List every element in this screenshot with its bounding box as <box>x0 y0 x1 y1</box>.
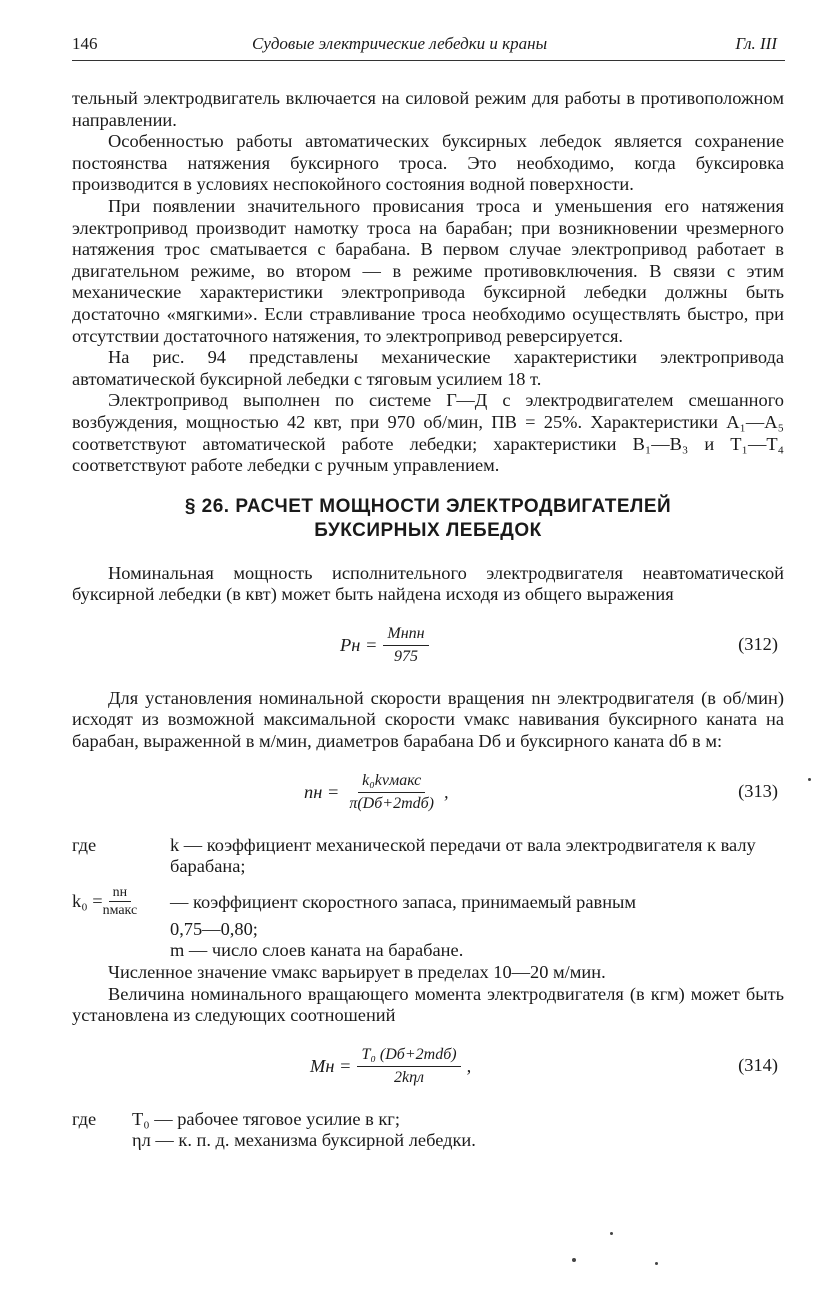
where-label-2: где <box>72 1108 97 1129</box>
section-heading-line-1: § 26. РАСЧЕТ МОЩНОСТИ ЭЛЕКТРОДВИГАТЕЛЕЙ <box>184 495 672 517</box>
formula-313-tail: , <box>444 781 449 802</box>
paragraph-3: При появлении значительного провисания троса и уменьшения его натяжения электропривод производит намотку троса на барабан; при возникновении чрезмерного натяжения трос сматывается с барабана. В первом случае электропривод работает в двигательном режиме, во втором — в режиме противовключения. В связи с этим механические характеристики электропривода буксирной лебедки должны быть достаточно «мягкими». Если стравливание троса необходимо осуществлять быстро, при отсутствии достаточного натяжения, то электропривод реверсируется. <box>72 195 784 346</box>
chapter-label: Гл. III <box>735 34 777 53</box>
definition-k0-lhs-wrap <box>72 884 170 919</box>
running-head <box>72 34 785 61</box>
definition-T0: T₀ — рабочее тяговое усилие в кг; <box>132 1108 400 1129</box>
scan-noise <box>610 1232 613 1235</box>
definition-k0: — коэффициент скоростного запаса, принимаемый равным <box>170 891 637 912</box>
definitions-314 <box>72 1109 784 1152</box>
definition-k0-lhs: k₀ = <box>72 890 103 911</box>
formula-314-tail: , <box>466 1056 472 1077</box>
formula-312 <box>72 618 784 674</box>
where-label: где <box>72 834 97 855</box>
formula-314-numerator: T₀ (Dб+2mdб) <box>357 1045 460 1067</box>
paragraph-2: Особенностью работы автоматических буксирных лебедок является сохранение постоянства натяжения буксирного троса. Это необходимо, когда буксировка производится в условиях неспокойного состояния водной поверхности. <box>72 131 784 195</box>
definition-k0-numerator: nн <box>109 884 132 902</box>
paragraph-6: Номинальная мощность исполнительного электродвигателя неавтоматической буксирной лебедки (в квт) может быть найдена исходя из общего выражения <box>72 562 784 605</box>
definition-m: m — число слоев каната на барабане. <box>170 940 464 961</box>
definition-k0-value: 0,75—0,80; <box>170 918 258 939</box>
formula-313-lhs: nн = <box>304 781 340 802</box>
running-title: Судовые электрические лебедки и краны <box>252 34 548 53</box>
formula-314-number: (314) <box>738 1054 778 1075</box>
definition-k0-denominator: nмакс <box>102 902 138 918</box>
page-body <box>72 88 784 1152</box>
formula-312-number: (312) <box>738 633 778 654</box>
scan-noise <box>572 1258 576 1262</box>
paragraph-4: На рис. 94 представлены механические характеристики электропривода автоматической буксирной лебедки с тяговым усилием 18 т. <box>72 347 784 389</box>
definition-k: k — коэффициент механической передачи от вала электродвигателя к валу барабана; <box>170 834 756 877</box>
section-heading <box>72 495 784 543</box>
formula-313-numerator: k₀kvмакс <box>358 771 425 793</box>
formula-313-denominator: π(Dб+2mdб) <box>349 795 434 813</box>
formula-314-fraction <box>357 1045 460 1088</box>
formula-312-fraction <box>383 624 428 667</box>
formula-313-fraction <box>345 771 438 814</box>
formula-312-numerator: Mнnн <box>383 624 428 646</box>
formula-314-denominator: 2kηл <box>394 1069 425 1087</box>
formula-312-denominator: 975 <box>393 648 418 666</box>
section-heading-line-2: БУКСИРНЫХ ЛЕБЕДОК <box>314 519 542 541</box>
scan-noise <box>808 778 811 781</box>
paragraph-7: Для установления номинальной скорости вращения nн электродвигателя (в об/мин) исходят из возможной максимальной скорости vмакс навивания буксирного каната на барабан, выраженной в м/мин, диаметров барабана Dб и буксирного каната dб в м: <box>72 687 784 752</box>
formula-314 <box>72 1039 784 1095</box>
formula-314-lhs: Mн = <box>310 1056 352 1077</box>
formula-313 <box>72 765 784 821</box>
formula-312-lhs: Pн = <box>340 635 378 656</box>
paragraph-8: Численное значение vмакс варьирует в пределах 10—20 м/мин. <box>108 962 606 983</box>
paragraph-9: Величина номинального вращающего момента электродвигателя (в кгм) может быть установлена из следующих соотношений <box>72 983 784 1026</box>
paragraph-5: Электропривод выполнен по системе Г—Д с электродвигателем смешанного возбуждения, мощностью 42 квт, при 970 об/мин, ПВ = 25%. Характеристики A₁—A₅ соответствуют автоматической работе лебедки; характеристики B₁—B₃ и T₁—T₄ соответствуют работе лебедки с ручным управлением. <box>72 390 784 476</box>
formula-313-number: (313) <box>738 780 778 801</box>
paragraph-1: тельный электродвигатель включается на силовой режим для работы в противоположном направлении. <box>72 88 784 130</box>
page-number: 146 <box>72 34 98 53</box>
definitions-313 <box>72 835 784 962</box>
definition-k0-fraction <box>103 884 138 919</box>
definition-eta: ηл — к. п. д. механизма буксирной лебедки. <box>132 1130 476 1151</box>
scan-noise <box>655 1262 658 1265</box>
